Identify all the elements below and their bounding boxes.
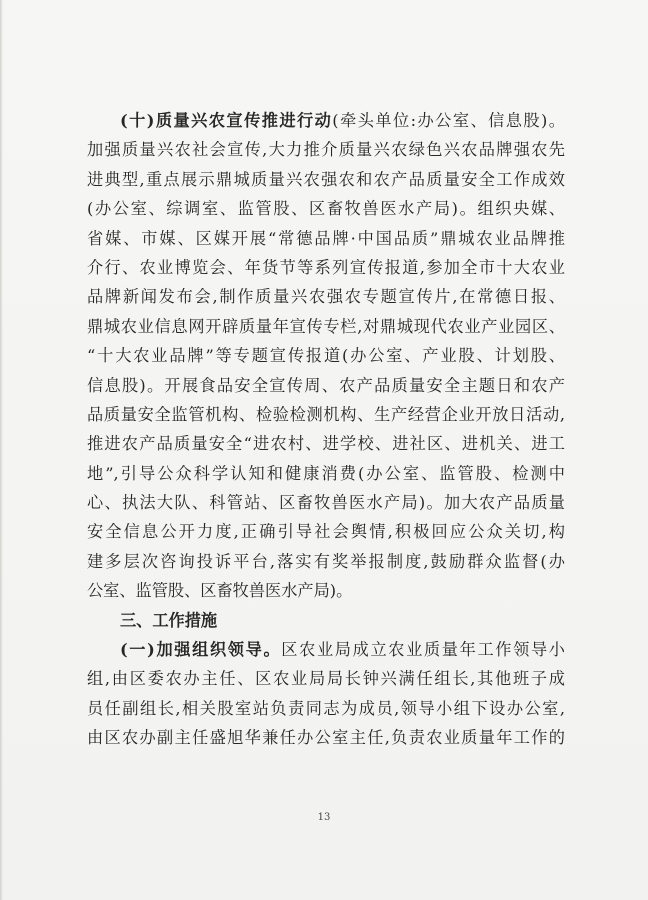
paragraph-line: 员任副组长,相关股室站负责同志为成员,领导小组下设办公室,	[87, 698, 565, 718]
page-number: 13	[317, 812, 331, 823]
paragraph-line: 加强质量兴农社会宣传,大力推介质量兴农绿色兴农品牌强农先	[87, 140, 565, 160]
paragraph-line: 进典型,重点展示鼎城质量兴农强农和农产品质量安全工作成效	[87, 169, 565, 189]
scan-edge	[0, 0, 3, 900]
paragraph-line: “十大农业品牌”等专题宣传报道(办公室、产业股、计划股、	[87, 346, 565, 366]
paragraph-line: 公室、监管股、区畜牧兽医水产局)。	[87, 581, 353, 601]
paragraph-line: 品质量安全监管机构、检验检测机构、生产经营企业开放日活动,	[87, 404, 565, 424]
paragraph-line: 地”,引导公众科学认知和健康消费(办公室、监管股、检测中	[87, 463, 565, 483]
section-ten-title: (十)质量兴农宣传推进行动	[120, 111, 333, 130]
paragraph-line: 由区农办副主任盛旭华兼任办公室主任,负责农业质量年工作的	[87, 728, 565, 748]
section-heading: 三、工作措施	[120, 610, 218, 630]
paragraph-line: 鼎城农业信息网开辟质量年宣传专栏,对鼎城现代农业产业园区、	[87, 316, 565, 336]
paragraph-line: 省媒、市媒、区媒开展“常德品牌·中国品质”鼎城农业品牌推	[87, 228, 565, 248]
paragraph-line: 安全信息公开力度,正确引导社会舆情,积极回应公众关切,构	[87, 522, 565, 542]
paragraph-line: 推进农产品质量安全“进农村、进学校、进社区、进机关、进工	[87, 434, 565, 454]
lead-unit: (牵头单位:办公室、信息股)。	[332, 111, 565, 130]
paragraph-line: 信息股)。开展食品安全宣传周、农产品质量安全主题日和农产	[87, 375, 565, 395]
subsection-one-line	[87, 635, 565, 664]
paragraph-line: 介行、农业博览会、年货节等系列宣传报道,参加全市十大农业	[87, 257, 565, 277]
paragraph-line: 品牌新闻发布会,制作质量兴农强农专题宣传片,在常德日报、	[87, 287, 565, 307]
paragraph-line: 组,由区委农办主任、区农业局局长钟兴满任组长,其他班子成	[87, 669, 565, 689]
body-text	[87, 106, 565, 753]
paragraph-line: (办公室、综调室、监管股、区畜牧兽医水产局)。组织央媒、	[87, 199, 565, 219]
subsection-one-title: (一)加强组织领导。	[120, 640, 282, 660]
subsection-one-text: 区农业局成立农业质量年工作领导小	[281, 640, 565, 660]
paragraph-line: 建多层次咨询投诉平台,落实有奖举报制度,鼓励群众监督(办	[87, 551, 565, 571]
paragraph-line: 心、执法大队、科管站、区畜牧兽医水产局)。加大农产品质量	[87, 493, 565, 513]
section-ten-title-line	[87, 106, 565, 135]
